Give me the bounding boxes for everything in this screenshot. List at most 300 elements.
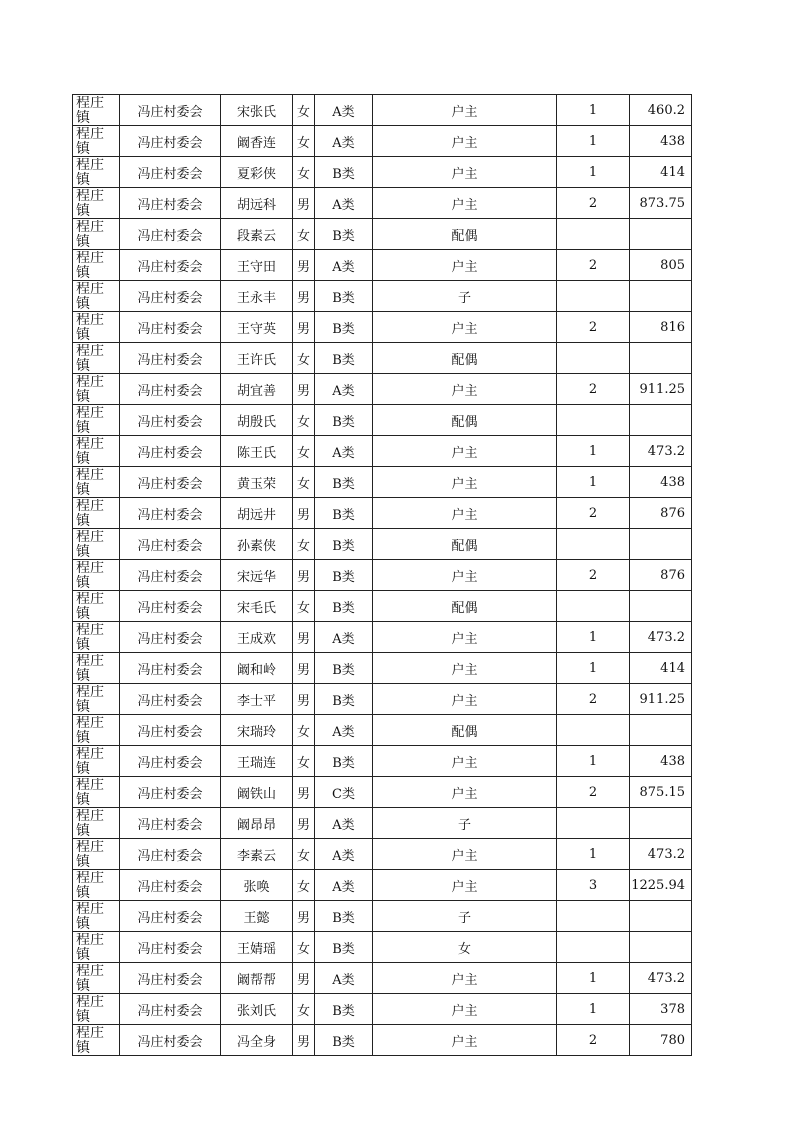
amount-cell <box>630 219 692 250</box>
town-label: 程庄镇 <box>76 406 104 434</box>
committee-cell: 冯庄村委会 <box>120 95 221 126</box>
town-cell <box>73 498 120 529</box>
town-cell <box>73 963 120 994</box>
name-cell: 王婧瑶 <box>221 932 293 963</box>
category-cell: B类 <box>315 467 373 498</box>
town-label: 程庄镇 <box>76 96 104 124</box>
amount-cell: 378 <box>630 994 692 1025</box>
category-cell: B类 <box>315 1025 373 1056</box>
town-label: 程庄镇 <box>76 561 104 589</box>
name-cell: 冯全身 <box>221 1025 293 1056</box>
name-cell: 王守田 <box>221 250 293 281</box>
gender-cell: 男 <box>293 963 315 994</box>
household-count-cell: 1 <box>557 746 630 777</box>
town-label: 程庄镇 <box>76 778 104 806</box>
gender-cell: 男 <box>293 808 315 839</box>
town-cell <box>73 901 120 932</box>
name-cell: 阚香连 <box>221 126 293 157</box>
town-cell <box>73 467 120 498</box>
table-row <box>73 932 692 963</box>
amount-cell <box>630 715 692 746</box>
household-count-cell: 1 <box>557 839 630 870</box>
household-count-cell <box>557 715 630 746</box>
relation-cell: 配偶 <box>373 591 557 622</box>
household-count-cell: 1 <box>557 436 630 467</box>
town-label: 程庄镇 <box>76 592 104 620</box>
amount-cell: 876 <box>630 560 692 591</box>
category-cell: A类 <box>315 436 373 467</box>
name-cell: 黄玉荣 <box>221 467 293 498</box>
household-count-cell: 1 <box>557 653 630 684</box>
relation-cell: 子 <box>373 901 557 932</box>
category-cell: B类 <box>315 746 373 777</box>
town-label: 程庄镇 <box>76 344 104 372</box>
table-row <box>73 901 692 932</box>
committee-cell: 冯庄村委会 <box>120 622 221 653</box>
household-count-cell: 2 <box>557 1025 630 1056</box>
relation-cell: 户主 <box>373 1025 557 1056</box>
committee-cell: 冯庄村委会 <box>120 1025 221 1056</box>
name-cell: 段素云 <box>221 219 293 250</box>
household-count-cell: 1 <box>557 622 630 653</box>
amount-cell <box>630 529 692 560</box>
town-label: 程庄镇 <box>76 871 104 899</box>
town-label: 程庄镇 <box>76 623 104 651</box>
committee-cell: 冯庄村委会 <box>120 653 221 684</box>
town-label: 程庄镇 <box>76 282 104 310</box>
gender-cell: 女 <box>293 405 315 436</box>
amount-cell: 460.2 <box>630 95 692 126</box>
town-label: 程庄镇 <box>76 158 104 186</box>
gender-cell: 男 <box>293 622 315 653</box>
town-label: 程庄镇 <box>76 499 104 527</box>
gender-cell: 女 <box>293 839 315 870</box>
table-row <box>73 498 692 529</box>
committee-cell: 冯庄村委会 <box>120 746 221 777</box>
gender-cell: 女 <box>293 529 315 560</box>
amount-cell: 473.2 <box>630 622 692 653</box>
committee-cell: 冯庄村委会 <box>120 374 221 405</box>
town-label: 程庄镇 <box>76 468 104 496</box>
town-cell <box>73 312 120 343</box>
table-row <box>73 188 692 219</box>
category-cell: B类 <box>315 653 373 684</box>
table-row <box>73 157 692 188</box>
gender-cell: 男 <box>293 250 315 281</box>
amount-cell: 805 <box>630 250 692 281</box>
town-cell <box>73 126 120 157</box>
committee-cell: 冯庄村委会 <box>120 436 221 467</box>
category-cell: B类 <box>315 684 373 715</box>
name-cell: 王瑞连 <box>221 746 293 777</box>
town-cell <box>73 994 120 1025</box>
category-cell: B类 <box>315 405 373 436</box>
table-row <box>73 250 692 281</box>
category-cell: B类 <box>315 932 373 963</box>
category-cell: B类 <box>315 901 373 932</box>
household-count-cell <box>557 901 630 932</box>
relation-cell: 配偶 <box>373 343 557 374</box>
category-cell: A类 <box>315 95 373 126</box>
gender-cell: 女 <box>293 95 315 126</box>
category-cell: B类 <box>315 498 373 529</box>
gender-cell: 女 <box>293 467 315 498</box>
category-cell: B类 <box>315 343 373 374</box>
amount-cell: 873.75 <box>630 188 692 219</box>
table-row <box>73 405 692 436</box>
relation-cell: 户主 <box>373 684 557 715</box>
town-cell <box>73 591 120 622</box>
category-cell: A类 <box>315 715 373 746</box>
committee-cell: 冯庄村委会 <box>120 932 221 963</box>
town-cell <box>73 932 120 963</box>
committee-cell: 冯庄村委会 <box>120 963 221 994</box>
relation-cell: 配偶 <box>373 529 557 560</box>
household-count-cell: 2 <box>557 312 630 343</box>
amount-cell: 876 <box>630 498 692 529</box>
category-cell: C类 <box>315 777 373 808</box>
name-cell: 王守英 <box>221 312 293 343</box>
town-label: 程庄镇 <box>76 747 104 775</box>
gender-cell: 女 <box>293 219 315 250</box>
relation-cell: 子 <box>373 281 557 312</box>
household-count-cell: 3 <box>557 870 630 901</box>
gender-cell: 男 <box>293 777 315 808</box>
household-count-cell: 1 <box>557 157 630 188</box>
committee-cell: 冯庄村委会 <box>120 343 221 374</box>
gender-cell: 男 <box>293 312 315 343</box>
town-cell <box>73 374 120 405</box>
table-row <box>73 529 692 560</box>
relation-cell: 户主 <box>373 436 557 467</box>
relation-cell: 户主 <box>373 374 557 405</box>
gender-cell: 男 <box>293 498 315 529</box>
amount-cell: 473.2 <box>630 839 692 870</box>
amount-cell: 780 <box>630 1025 692 1056</box>
amount-cell: 816 <box>630 312 692 343</box>
town-label: 程庄镇 <box>76 840 104 868</box>
gender-cell: 男 <box>293 560 315 591</box>
table-row <box>73 126 692 157</box>
household-count-cell: 1 <box>557 467 630 498</box>
relation-cell: 户主 <box>373 963 557 994</box>
relation-cell: 户主 <box>373 622 557 653</box>
category-cell: A类 <box>315 963 373 994</box>
household-count-cell: 2 <box>557 188 630 219</box>
household-count-cell: 2 <box>557 560 630 591</box>
table-row <box>73 219 692 250</box>
category-cell: A类 <box>315 250 373 281</box>
category-cell: A类 <box>315 188 373 219</box>
name-cell: 宋张氏 <box>221 95 293 126</box>
relation-cell: 户主 <box>373 467 557 498</box>
name-cell: 阚铁山 <box>221 777 293 808</box>
town-cell <box>73 1025 120 1056</box>
town-cell <box>73 622 120 653</box>
gender-cell: 女 <box>293 591 315 622</box>
name-cell: 胡殷氏 <box>221 405 293 436</box>
town-label: 程庄镇 <box>76 437 104 465</box>
committee-cell: 冯庄村委会 <box>120 808 221 839</box>
household-count-cell: 2 <box>557 374 630 405</box>
household-count-cell <box>557 405 630 436</box>
amount-cell <box>630 591 692 622</box>
name-cell: 宋瑞玲 <box>221 715 293 746</box>
town-label: 程庄镇 <box>76 530 104 558</box>
committee-cell: 冯庄村委会 <box>120 498 221 529</box>
table-row <box>73 653 692 684</box>
town-cell <box>73 870 120 901</box>
amount-cell: 875.15 <box>630 777 692 808</box>
town-cell <box>73 343 120 374</box>
town-cell <box>73 529 120 560</box>
town-cell <box>73 436 120 467</box>
town-label: 程庄镇 <box>76 313 104 341</box>
town-label: 程庄镇 <box>76 964 104 992</box>
town-cell <box>73 188 120 219</box>
town-label: 程庄镇 <box>76 189 104 217</box>
gender-cell: 女 <box>293 157 315 188</box>
gender-cell: 女 <box>293 343 315 374</box>
table-row <box>73 436 692 467</box>
committee-cell: 冯庄村委会 <box>120 560 221 591</box>
relief-roster-table <box>72 94 692 1056</box>
gender-cell: 女 <box>293 932 315 963</box>
name-cell: 张刘氏 <box>221 994 293 1025</box>
amount-cell <box>630 405 692 436</box>
category-cell: A类 <box>315 839 373 870</box>
relation-cell: 女 <box>373 932 557 963</box>
household-count-cell: 1 <box>557 126 630 157</box>
relation-cell: 户主 <box>373 312 557 343</box>
town-label: 程庄镇 <box>76 251 104 279</box>
amount-cell <box>630 932 692 963</box>
household-count-cell <box>557 343 630 374</box>
table-row <box>73 1025 692 1056</box>
category-cell: B类 <box>315 281 373 312</box>
household-count-cell <box>557 219 630 250</box>
table-row <box>73 746 692 777</box>
table-row <box>73 343 692 374</box>
name-cell: 阚昂昂 <box>221 808 293 839</box>
amount-cell: 1225.94 <box>630 870 692 901</box>
gender-cell: 男 <box>293 281 315 312</box>
committee-cell: 冯庄村委会 <box>120 715 221 746</box>
town-cell <box>73 808 120 839</box>
household-count-cell <box>557 591 630 622</box>
category-cell: A类 <box>315 622 373 653</box>
category-cell: B类 <box>315 591 373 622</box>
amount-cell: 473.2 <box>630 436 692 467</box>
committee-cell: 冯庄村委会 <box>120 901 221 932</box>
amount-cell <box>630 808 692 839</box>
name-cell: 孙素侠 <box>221 529 293 560</box>
relation-cell: 户主 <box>373 839 557 870</box>
household-count-cell: 1 <box>557 994 630 1025</box>
amount-cell: 438 <box>630 126 692 157</box>
category-cell: B类 <box>315 312 373 343</box>
relation-cell: 户主 <box>373 157 557 188</box>
table-row <box>73 839 692 870</box>
committee-cell: 冯庄村委会 <box>120 684 221 715</box>
relation-cell: 户主 <box>373 653 557 684</box>
household-count-cell <box>557 808 630 839</box>
gender-cell: 女 <box>293 994 315 1025</box>
name-cell: 张唤 <box>221 870 293 901</box>
amount-cell <box>630 343 692 374</box>
category-cell: B类 <box>315 157 373 188</box>
relation-cell: 户主 <box>373 498 557 529</box>
town-label: 程庄镇 <box>76 375 104 403</box>
committee-cell: 冯庄村委会 <box>120 188 221 219</box>
name-cell: 陈王氏 <box>221 436 293 467</box>
committee-cell: 冯庄村委会 <box>120 591 221 622</box>
committee-cell: 冯庄村委会 <box>120 219 221 250</box>
relation-cell: 户主 <box>373 188 557 219</box>
town-cell <box>73 219 120 250</box>
relation-cell: 户主 <box>373 126 557 157</box>
household-count-cell <box>557 529 630 560</box>
town-label: 程庄镇 <box>76 995 104 1023</box>
town-cell <box>73 560 120 591</box>
committee-cell: 冯庄村委会 <box>120 312 221 343</box>
category-cell: B类 <box>315 219 373 250</box>
household-count-cell: 1 <box>557 95 630 126</box>
table-row <box>73 808 692 839</box>
gender-cell: 男 <box>293 188 315 219</box>
relation-cell: 户主 <box>373 560 557 591</box>
name-cell: 胡远井 <box>221 498 293 529</box>
category-cell: A类 <box>315 374 373 405</box>
relation-cell: 户主 <box>373 994 557 1025</box>
table-row <box>73 684 692 715</box>
household-count-cell: 1 <box>557 963 630 994</box>
amount-cell: 911.25 <box>630 374 692 405</box>
town-label: 程庄镇 <box>76 809 104 837</box>
name-cell: 王永丰 <box>221 281 293 312</box>
gender-cell: 男 <box>293 901 315 932</box>
category-cell: A类 <box>315 126 373 157</box>
town-cell <box>73 250 120 281</box>
committee-cell: 冯庄村委会 <box>120 250 221 281</box>
town-cell <box>73 746 120 777</box>
town-cell <box>73 405 120 436</box>
town-label: 程庄镇 <box>76 933 104 961</box>
committee-cell: 冯庄村委会 <box>120 777 221 808</box>
gender-cell: 男 <box>293 653 315 684</box>
amount-cell: 414 <box>630 653 692 684</box>
table-row <box>73 715 692 746</box>
name-cell: 李素云 <box>221 839 293 870</box>
table-row <box>73 374 692 405</box>
table-row <box>73 281 692 312</box>
town-label: 程庄镇 <box>76 654 104 682</box>
gender-cell: 男 <box>293 684 315 715</box>
relation-cell: 配偶 <box>373 715 557 746</box>
household-count-cell: 2 <box>557 777 630 808</box>
town-label: 程庄镇 <box>76 685 104 713</box>
amount-cell: 438 <box>630 746 692 777</box>
table-row <box>73 312 692 343</box>
name-cell: 胡宜善 <box>221 374 293 405</box>
town-cell <box>73 653 120 684</box>
gender-cell: 女 <box>293 436 315 467</box>
table-row <box>73 777 692 808</box>
town-label: 程庄镇 <box>76 220 104 248</box>
town-cell <box>73 777 120 808</box>
committee-cell: 冯庄村委会 <box>120 126 221 157</box>
town-label: 程庄镇 <box>76 902 104 930</box>
town-label: 程庄镇 <box>76 1026 104 1054</box>
name-cell: 王懿 <box>221 901 293 932</box>
name-cell: 阚和岭 <box>221 653 293 684</box>
gender-cell: 男 <box>293 1025 315 1056</box>
committee-cell: 冯庄村委会 <box>120 405 221 436</box>
town-cell <box>73 715 120 746</box>
relation-cell: 配偶 <box>373 219 557 250</box>
name-cell: 宋毛氏 <box>221 591 293 622</box>
name-cell: 夏彩侠 <box>221 157 293 188</box>
relation-cell: 户主 <box>373 870 557 901</box>
town-label: 程庄镇 <box>76 127 104 155</box>
table-body <box>73 95 692 1056</box>
category-cell: B类 <box>315 529 373 560</box>
household-count-cell <box>557 932 630 963</box>
relation-cell: 户主 <box>373 95 557 126</box>
category-cell: A类 <box>315 870 373 901</box>
amount-cell: 911.25 <box>630 684 692 715</box>
town-label: 程庄镇 <box>76 716 104 744</box>
table-row <box>73 870 692 901</box>
household-count-cell: 2 <box>557 684 630 715</box>
category-cell: A类 <box>315 808 373 839</box>
town-cell <box>73 839 120 870</box>
name-cell: 阚帮帮 <box>221 963 293 994</box>
gender-cell: 男 <box>293 374 315 405</box>
amount-cell <box>630 281 692 312</box>
committee-cell: 冯庄村委会 <box>120 529 221 560</box>
gender-cell: 女 <box>293 870 315 901</box>
town-cell <box>73 684 120 715</box>
name-cell: 王许氏 <box>221 343 293 374</box>
committee-cell: 冯庄村委会 <box>120 994 221 1025</box>
name-cell: 宋远华 <box>221 560 293 591</box>
gender-cell: 女 <box>293 126 315 157</box>
committee-cell: 冯庄村委会 <box>120 467 221 498</box>
amount-cell: 438 <box>630 467 692 498</box>
amount-cell: 473.2 <box>630 963 692 994</box>
category-cell: B类 <box>315 560 373 591</box>
table-row <box>73 467 692 498</box>
household-count-cell <box>557 281 630 312</box>
amount-cell: 414 <box>630 157 692 188</box>
table-row <box>73 622 692 653</box>
town-cell <box>73 95 120 126</box>
table-row <box>73 95 692 126</box>
gender-cell: 女 <box>293 746 315 777</box>
relation-cell: 户主 <box>373 250 557 281</box>
committee-cell: 冯庄村委会 <box>120 157 221 188</box>
category-cell: B类 <box>315 994 373 1025</box>
committee-cell: 冯庄村委会 <box>120 281 221 312</box>
household-count-cell: 2 <box>557 250 630 281</box>
town-cell <box>73 157 120 188</box>
table-row <box>73 994 692 1025</box>
table-row <box>73 591 692 622</box>
name-cell: 李士平 <box>221 684 293 715</box>
name-cell: 胡远科 <box>221 188 293 219</box>
relation-cell: 子 <box>373 808 557 839</box>
